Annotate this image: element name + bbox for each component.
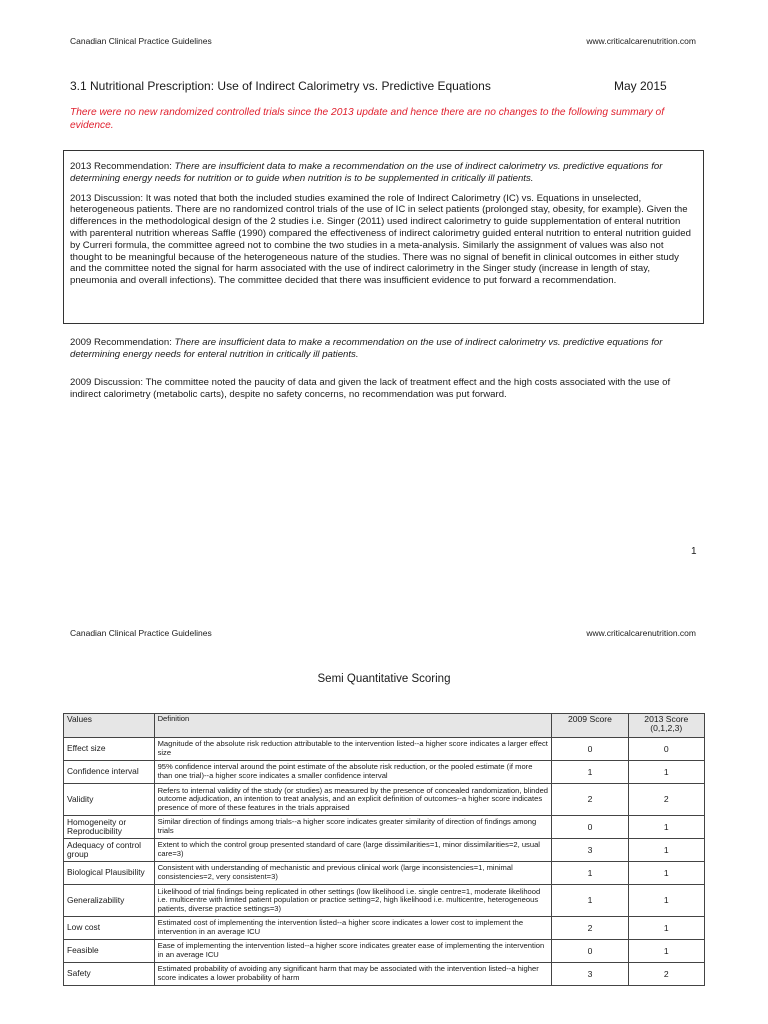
row-value: Low cost bbox=[64, 917, 155, 940]
row-value: Effect size bbox=[64, 738, 155, 761]
row-definition: Similar direction of findings among trials--a higher score indicates greater similarity of direction of findings among trials bbox=[154, 816, 552, 839]
row-definition: Extent to which the control group presented standard of care (large dissimilarities=1, minor dissimilarities=2, usual care=3) bbox=[154, 839, 552, 862]
table-row bbox=[64, 917, 705, 940]
row-score-2013: 1 bbox=[628, 761, 704, 784]
header-definition: Definition bbox=[154, 714, 552, 738]
table-row bbox=[64, 761, 705, 784]
discussion-2009-text: The committee noted the paucity of data and given the lack of treatment effect and the high costs associated with the use of indirect calorimetry (metabolic carts), despite no safety concerns, no recommendation was put forward. bbox=[70, 377, 671, 400]
row-score-2013: 0 bbox=[628, 738, 704, 761]
recommendation-2013-label: 2013 Recommendation: bbox=[70, 161, 175, 172]
row-score-2013: 1 bbox=[628, 885, 704, 917]
row-score-2013: 1 bbox=[628, 839, 704, 862]
recommendation-2009-text: There are insufficient data to make a recommendation on the use of indirect calorimetry vs. predictive equations for determining energy needs for enteral nutrition in critically ill patients. bbox=[70, 337, 663, 360]
row-score-2009: 3 bbox=[552, 839, 628, 862]
table-row bbox=[64, 784, 705, 816]
row-definition: Estimated cost of implementing the intervention listed--a higher score indicates a lower cost to implement the intervention in an average ICU bbox=[154, 917, 552, 940]
row-value: Validity bbox=[64, 784, 155, 816]
page-number: 1 bbox=[691, 546, 697, 557]
row-score-2009: 1 bbox=[552, 862, 628, 885]
recommendation-2013-box bbox=[63, 150, 704, 324]
table-row bbox=[64, 963, 705, 986]
row-value: Safety bbox=[64, 963, 155, 986]
recommendation-2009-label: 2009 Recommendation: bbox=[70, 337, 175, 348]
row-score-2009: 0 bbox=[552, 940, 628, 963]
recommendation-2013 bbox=[70, 161, 697, 185]
table-row bbox=[64, 940, 705, 963]
scoring-section-title: Semi Quantitative Scoring bbox=[317, 673, 451, 685]
row-score-2009: 1 bbox=[552, 885, 628, 917]
page-title: 3.1 Nutritional Prescription: Use of Indirect Calorimetry vs. Predictive Equations bbox=[70, 79, 491, 93]
row-score-2013: 1 bbox=[628, 917, 704, 940]
update-notice: There were no new randomized controlled trials since the 2013 update and hence there are no changes to the following summary of evidence. bbox=[70, 107, 665, 131]
discussion-2009 bbox=[70, 377, 700, 401]
row-definition: Estimated probability of avoiding any significant harm that may be associated with the intervention listed--a higher score indicates a lower probability of harm bbox=[154, 963, 552, 986]
table-row bbox=[64, 738, 705, 761]
table-row bbox=[64, 862, 705, 885]
row-value: Biological Plausibility bbox=[64, 862, 155, 885]
discussion-2013-text: It was noted that both the included studies examined the role of Indirect Calorimetry (IC) vs. Equations in unselected, heterogeneous patients. There are no randomized control trials of the use of IC in select patients (prolonged stay, obesity, for example). Given the differences in the methodological design of the 2 studies i.e. Singer (2011) used indirect calorimetry to guide supplementation of enteral nutrition with parenteral nutrition whereas Saffle (1990) compared the effectiveness of indirect calorimetry guided enteral nutrition to enteral nutrition guided by Curreri formula, the committee agreed not to combine the two studies in a meta-analysis. Similarly the assignment of values was also not thought to be meaningful because of the heterogeneous nature of the studies. There was no signal of benefit in clinical outcomes in either study and the committee noted the signal for harm associated with the use of indirect calorimetry in the Singer study (increase in length of stay, pneumonia and overall infections). The committee decided that there was insufficient evidence to put forward a recommendation. bbox=[70, 192, 691, 287]
row-definition: Magnitude of the absolute risk reduction attributable to the intervention listed--a higher score indicates a larger effect size bbox=[154, 738, 552, 761]
row-value: Feasible bbox=[64, 940, 155, 963]
table-header-row bbox=[64, 714, 705, 738]
row-value: Generalizability bbox=[64, 885, 155, 917]
row-score-2013: 2 bbox=[628, 784, 704, 816]
discussion-2013-label: 2013 Discussion: bbox=[70, 192, 146, 204]
header-url: www.criticalcarenutrition.com bbox=[586, 628, 696, 638]
header-values: Values bbox=[64, 714, 155, 738]
row-definition: Consistent with understanding of mechanistic and previous clinical work (large inconsistencies=1, minimal consistencies=2, very consistent=3) bbox=[154, 862, 552, 885]
header-left-text: Canadian Clinical Practice Guidelines bbox=[70, 628, 212, 638]
row-definition: Refers to internal validity of the study (or studies) as measured by the presence of concealed randomization, blinded outcome adjudication, an intention to treat analysis, and an explicit definition of outcomes--a higher score indicates presence of more of these features in the trials appraised bbox=[154, 784, 552, 816]
row-score-2009: 2 bbox=[552, 917, 628, 940]
row-score-2009: 3 bbox=[552, 963, 628, 986]
row-definition: Ease of implementing the intervention listed--a higher score indicates greater ease of implementing the intervention in an average ICU bbox=[154, 940, 552, 963]
row-score-2009: 0 bbox=[552, 738, 628, 761]
discussion-2009-label: 2009 Discussion: bbox=[70, 377, 146, 388]
header-2013-score: 2013 Score (0,1,2,3) bbox=[628, 714, 704, 738]
row-score-2013: 1 bbox=[628, 862, 704, 885]
row-value: Adequacy of control group bbox=[64, 839, 155, 862]
row-score-2009: 1 bbox=[552, 761, 628, 784]
row-definition: 95% confidence interval around the point estimate of the absolute risk reduction, or the pooled estimate (if more than one trial)--a higher score indicates a smaller confidence interval bbox=[154, 761, 552, 784]
row-value: Homogeneity or Reproducibility bbox=[64, 816, 155, 839]
row-score-2009: 2 bbox=[552, 784, 628, 816]
row-score-2009: 0 bbox=[552, 816, 628, 839]
page-date: May 2015 bbox=[614, 79, 667, 93]
header-left-text: Canadian Clinical Practice Guidelines bbox=[70, 36, 212, 46]
table-row bbox=[64, 839, 705, 862]
discussion-2013 bbox=[70, 193, 697, 287]
row-score-2013: 1 bbox=[628, 816, 704, 839]
row-definition: Likelihood of trial findings being replicated in other settings (low likelihood i.e. single centre=1, moderate likelihood i.e. multicentre with limited patient population or practice setting=2, high likelihood i.e. multicentre, heterogeneous patients, diverse practice settings=3) bbox=[154, 885, 552, 917]
row-score-2013: 1 bbox=[628, 940, 704, 963]
recommendation-2013-text: There are insufficient data to make a recommendation on the use of indirect calorimetry vs. predictive equations for determining energy needs for nutrition or to guide when nutrition is to be supplemented in critically ill patients. bbox=[70, 161, 663, 184]
table-row bbox=[64, 885, 705, 917]
header-url: www.criticalcarenutrition.com bbox=[586, 36, 696, 46]
row-score-2013: 2 bbox=[628, 963, 704, 986]
scoring-table bbox=[63, 713, 705, 986]
header-2009-score: 2009 Score bbox=[552, 714, 628, 738]
table-row bbox=[64, 816, 705, 839]
row-value: Confidence interval bbox=[64, 761, 155, 784]
recommendation-2009 bbox=[70, 337, 700, 361]
